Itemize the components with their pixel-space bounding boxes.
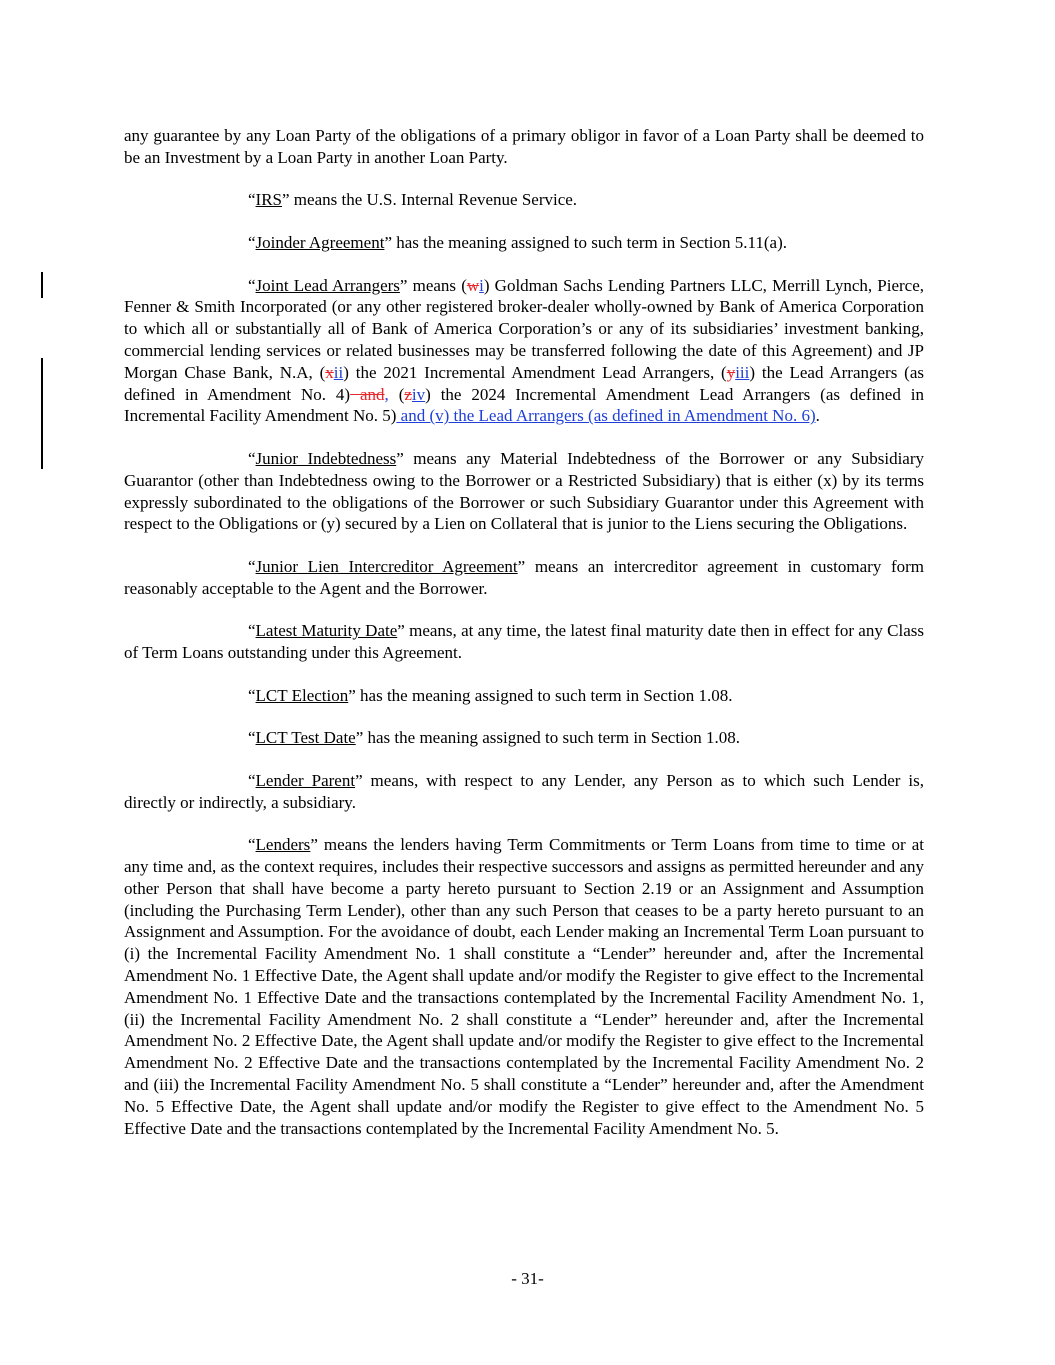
definition-lenders: “Lenders” means the lenders having Term Commitments or Term Loans from time to time or at any time and, as the context requires, includes their respective successors and assigns as permitted hereunder and any other Person that shall have become a party hereto pursuant to Section 2.19 or an Assignment and Assumption (including the Purchasing Term Lender), other than any such Person that ceases to be a party hereto pursuant to an Assignment and Assumption. For the avoidance of doubt, each Lender making an Incremental Term Loan pursuant to (i) the Incremental Facility Amendment No. 1 shall constitute a “Lender” hereunder and, after the Incremental Amendment No. 1 Effective Date, the Agent shall update and/or modify the Register to give effect to the Incremental Amendment No. 1 Effective Date and the transactions contemplated by the Incremental Facility Amendment No. 1, (ii) the Incremental Facility Amendment No. 2 shall constitute a “Lender” hereunder and, after the Incremental Amendment No. 2 Effective Date, the Agent shall update and/or modify the Register to give effect to the Incremental Amendment No. 2 Effective Date and the transactions contemplated by the Incremental Facility Amendment No. 2 and (iii) the Incremental Facility Amendment No. 5 shall constitute a “Lender” hereunder and, after the Amendment No. 5 Effective Date, the Agent shall update and/or modify the Register to give effect to the Amendment No. 5 Effective Date and the transactions contemplated by the Incremental Facility Amendment No. 5.: [124, 835, 924, 1138]
defined-term: LCT Election: [255, 685, 349, 705]
definition-lct-test-date: “LCT Test Date” has the meaning assigned to such term in Section 1.08.: [248, 728, 741, 748]
defined-term: Lenders: [255, 835, 311, 855]
defined-term: Lender Parent: [255, 770, 356, 790]
inserted-text: iii: [735, 362, 750, 382]
definition-latest-maturity-date: “Latest Maturity Date” means, at any time, the latest final maturity date then in effect for any Class of Term Loans outstanding under this Agreement.: [124, 621, 924, 663]
defined-term: Junior Lien Intercreditor Agreement: [255, 556, 518, 576]
defined-term: IRS: [255, 190, 283, 210]
definition-junior-lien-intercreditor-agreement: “Junior Lien Intercreditor Agreement” means an intercreditor agreement in customary form reasonably acceptable to the Agent and the Borrower.: [124, 556, 924, 598]
paragraph-continuation: any guarantee by any Loan Party of the obligations of a primary obligor in favor of a Loan Party shall be deemed to be an Investment by a Loan Party in another Loan Party.: [124, 126, 924, 167]
page-number: - 31-: [511, 1269, 544, 1288]
defined-term: Latest Maturity Date: [255, 621, 398, 641]
defined-term: Junior Indebtedness: [255, 448, 397, 468]
definition-joint-lead-arrangers: “Joint Lead Arrangers” means (wi) Goldman Sachs Lending Partners LLC, Merrill Lynch, Pierce, Fenner & Smith Incorporated (or any other registered broker-dealer wholly-owned by Bank of America Corporation to which all or substantially all of Bank of America Corporation’s or any of its subsidiaries’ investment banking, commercial lending services or related businesses may be transferred following the date of this Agreement) and JP Morgan Chase Bank, N.A, (xii) the 2021 Incremental Amendment Lead Arrangers, (yiii) the Lead Arrangers (as defined in Amendment No. 4) and, (ziv) the 2024 Incremental Amendment Lead Arrangers (as defined in Incremental Facility Amendment No. 5) and (v) the Lead Arrangers (as defined in Amendment No. 6).: [124, 275, 924, 426]
defined-term: Joinder Agreement: [255, 232, 385, 252]
deleted-text: z: [404, 384, 412, 404]
defined-term: LCT Test Date: [255, 728, 356, 748]
definition-junior-indebtedness: “Junior Indebtedness” means any Material Indebtedness of the Borrower or any Subsidiary Guarantor (other than Indebtedness owing to the Borrower or a Restricted Subsidiary) that is either (x) by its terms expressly subordinated to the obligations of the Borrower or such Subsidiary Guarantor under this Agreement with respect to the Obligations or (y) secured by a Lien on Collateral that is junior to the Liens securing the Obligations.: [124, 448, 924, 534]
inserted-text: ii: [333, 362, 344, 382]
inserted-text: i: [479, 275, 484, 295]
document-page: [124, 125, 924, 1160]
change-bar: [41, 272, 43, 298]
inserted-text: and (v) the Lead Arrangers (as defined in Amendment No. 6): [396, 406, 816, 426]
definition-joinder-agreement: “Joinder Agreement” has the meaning assigned to such term in Section 5.11(a).: [248, 232, 787, 252]
definition-lender-parent: “Lender Parent” means, with respect to any Lender, any Person as to which such Lender is, directly or indirectly, a subsidiary.: [124, 770, 924, 812]
deleted-text: w: [466, 275, 480, 295]
definition-lct-election: “LCT Election” has the meaning assigned to such term in Section 1.08.: [248, 685, 733, 705]
inserted-text: iv: [411, 384, 426, 404]
change-bar: [41, 358, 43, 469]
definition-irs: “IRS” means the U.S. Internal Revenue Service.: [248, 190, 578, 210]
inserted-text: ,: [384, 384, 389, 404]
deleted-text: y: [726, 362, 736, 382]
deleted-text: x: [325, 362, 334, 382]
defined-term: Joint Lead Arrangers: [255, 275, 400, 295]
deleted-text: and: [350, 384, 385, 404]
